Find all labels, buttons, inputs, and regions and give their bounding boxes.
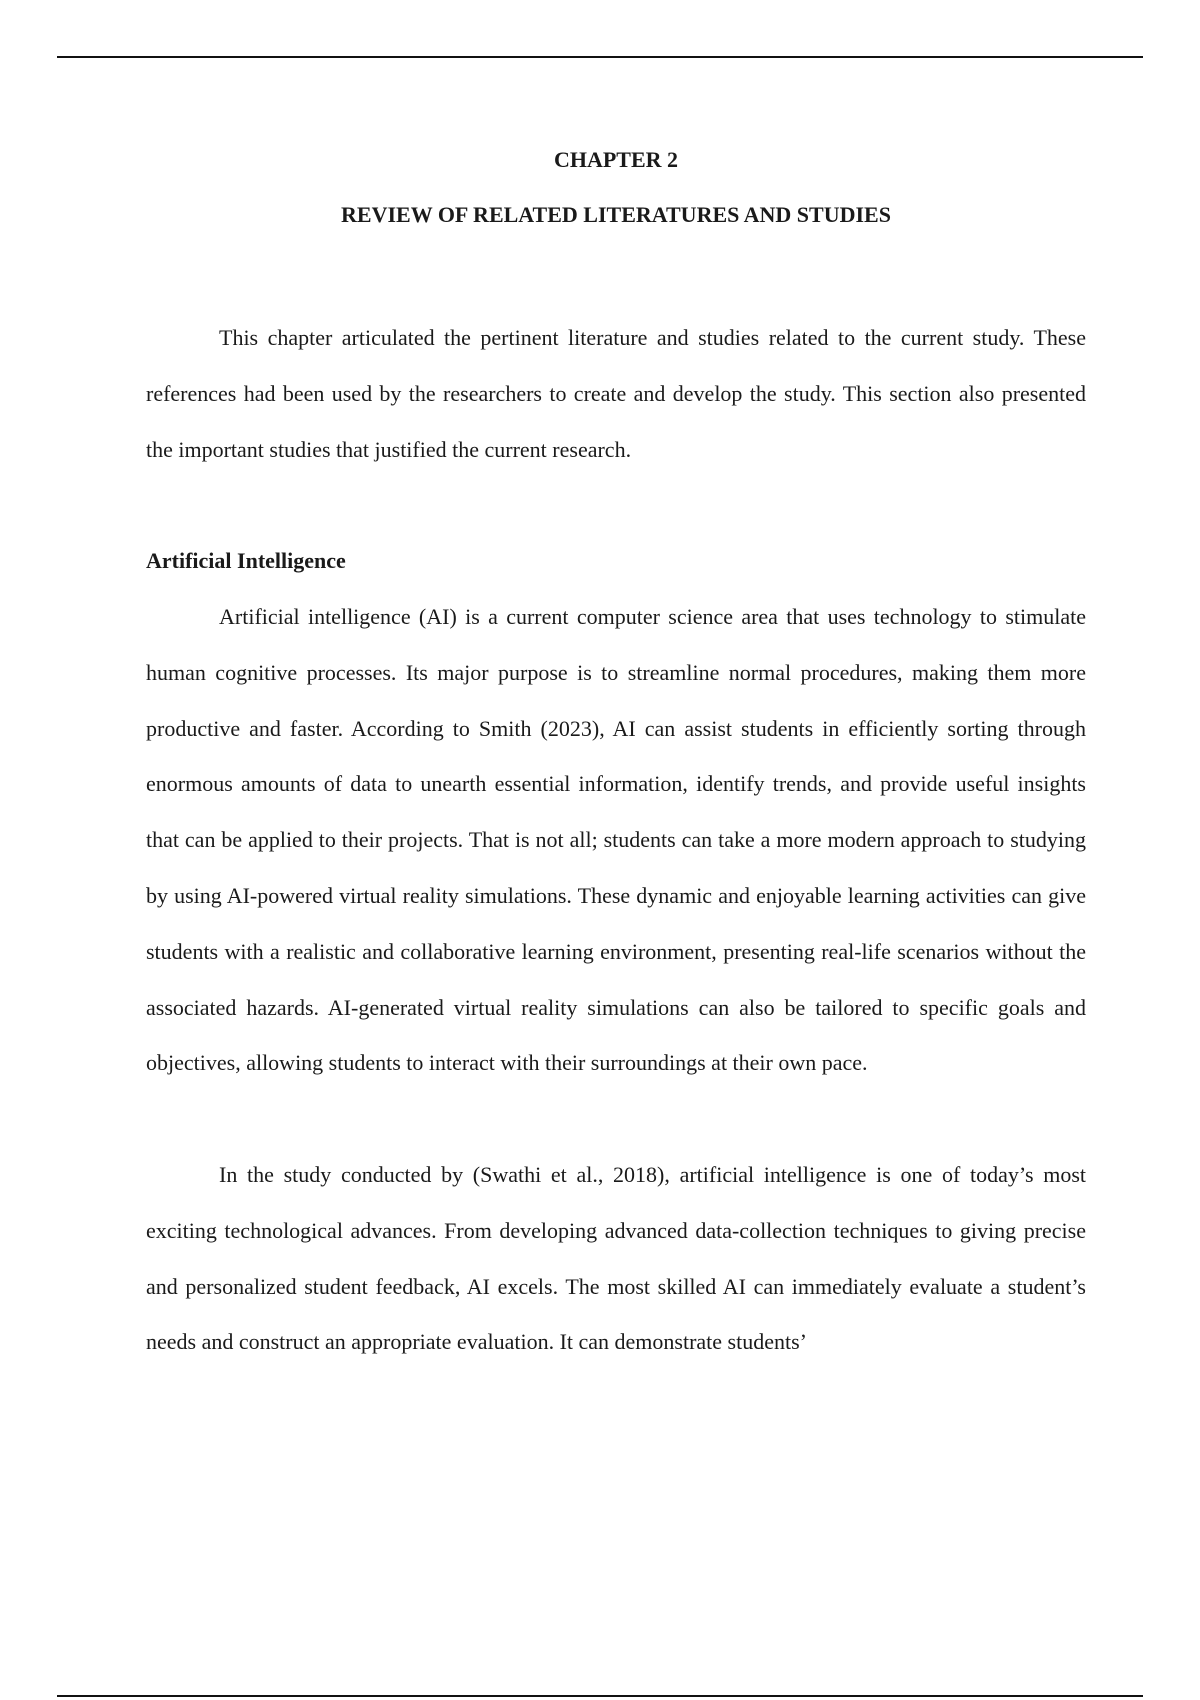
footer-rule — [57, 1695, 1143, 1697]
section-paragraph-2: In the study conducted by (Swathi et al., 2018), artificial intelligence is one of today’s most exciting technological advances. From developing advanced data-collection techniques to giving precise and personalized student feedback, AI excels. The most skilled AI can immediately evaluate a student’s needs and construct an appropriate evaluation. It can demonstrate students’ — [146, 1161, 1086, 1355]
section-paragraph-1: Artificial intelligence (AI) is a current computer science area that uses technology to stimulate human cognitive processes. Its major purpose is to streamline normal procedures, making them more productive and faster. According to Smith (2023), AI can assist students in efficiently sorting through enormous amounts of data to unearth essential information, identify trends, and provide useful insights that can be applied to their projects. That is not all; students can take a more modern approach to studying by using AI-powered virtual reality simulations. These dynamic and enjoyable learning activities can give students with a realistic and collaborative learning environment, presenting real-life scenarios without the associated hazards. AI-generated virtual reality simulations can also be tailored to specific goals and objectives, allowing students to interact with their surroundings at their own pace. — [146, 603, 1086, 1076]
intro-paragraph: This chapter articulated the pertinent literature and studies related to the current study. These references had been used by the researchers to create and develop the study. This section also presented the important studies that justified the current research. — [146, 325, 1086, 462]
section-heading-artificial-intelligence: Artificial Intelligence — [146, 548, 346, 574]
header-rule — [57, 56, 1143, 58]
page-body — [146, 140, 1086, 1370]
chapter-title: REVIEW OF RELATED LITERATURES AND STUDIES — [341, 202, 891, 227]
chapter-number: CHAPTER 2 — [553, 147, 679, 172]
